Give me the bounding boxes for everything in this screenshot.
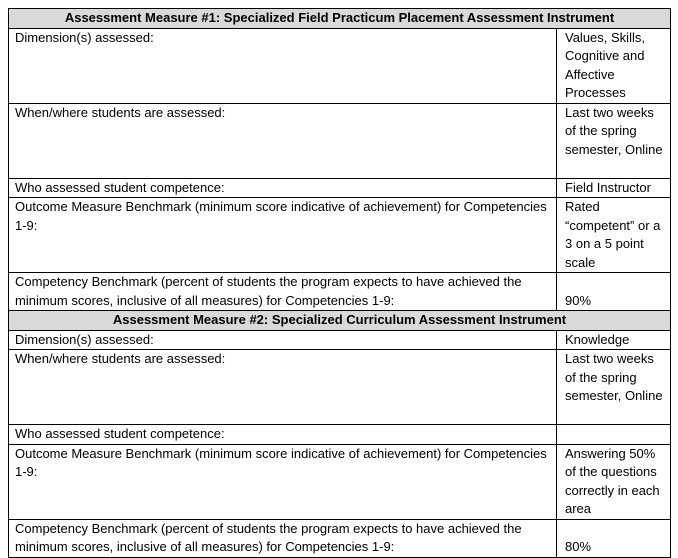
row-value-competency-benchmark: 80% bbox=[557, 519, 671, 557]
row-label-who-assessed: Who assessed student competence: bbox=[9, 178, 557, 198]
row-label-when-where: When/where students are assessed: bbox=[9, 350, 557, 425]
measure1-title: Assessment Measure #1: Specialized Field Practicum Placement Assessment Instrument bbox=[9, 9, 671, 29]
row-value-outcome-benchmark: Rated “competent” or a 3 on a 5 point scale bbox=[557, 198, 671, 273]
row-label-who-assessed: Who assessed student competence: bbox=[9, 425, 557, 445]
row-label-dimensions: Dimension(s) assessed: bbox=[9, 330, 557, 350]
row-label-competency-benchmark: Competency Benchmark (percent of students the program expects to have achieved the minimum scores, inclusive of all measures) for Competencies 1-9: bbox=[9, 273, 557, 311]
table-row bbox=[9, 350, 671, 425]
row-value-who-assessed: Field Instructor bbox=[557, 178, 671, 198]
table-row bbox=[9, 103, 671, 178]
measure2-header-row bbox=[9, 311, 671, 331]
table-row bbox=[9, 330, 671, 350]
table-row bbox=[9, 444, 671, 519]
row-label-outcome-benchmark: Outcome Measure Benchmark (minimum score indicative of achievement) for Competencies 1-9: bbox=[9, 198, 557, 273]
table-row bbox=[9, 178, 671, 198]
table-row bbox=[9, 425, 671, 445]
table-row bbox=[9, 519, 671, 557]
row-value-who-assessed bbox=[557, 425, 671, 445]
table-row bbox=[9, 28, 671, 103]
table-row bbox=[9, 273, 671, 311]
row-value-dimensions: Values, Skills, Cognitive and Affective Processes bbox=[557, 28, 671, 103]
row-label-competency-benchmark: Competency Benchmark (percent of students the program expects to have achieved the minimum scores, inclusive of all measures) for Competencies 1-9: bbox=[9, 519, 557, 557]
row-value-dimensions: Knowledge bbox=[557, 330, 671, 350]
measure2-title: Assessment Measure #2: Specialized Curriculum Assessment Instrument bbox=[9, 311, 671, 331]
row-label-dimensions: Dimension(s) assessed: bbox=[9, 28, 557, 103]
row-value-outcome-benchmark: Answering 50% of the questions correctly in each area bbox=[557, 444, 671, 519]
row-value-when-where: Last two weeks of the spring semester, Online bbox=[557, 103, 671, 178]
table-row bbox=[9, 198, 671, 273]
row-value-competency-benchmark: 90% bbox=[557, 273, 671, 311]
row-label-outcome-benchmark: Outcome Measure Benchmark (minimum score indicative of achievement) for Competencies 1-9: bbox=[9, 444, 557, 519]
measure1-header-row bbox=[9, 9, 671, 29]
row-value-when-where: Last two weeks of the spring semester, Online bbox=[557, 350, 671, 425]
assessment-table bbox=[8, 8, 671, 558]
row-label-when-where: When/where students are assessed: bbox=[9, 103, 557, 178]
